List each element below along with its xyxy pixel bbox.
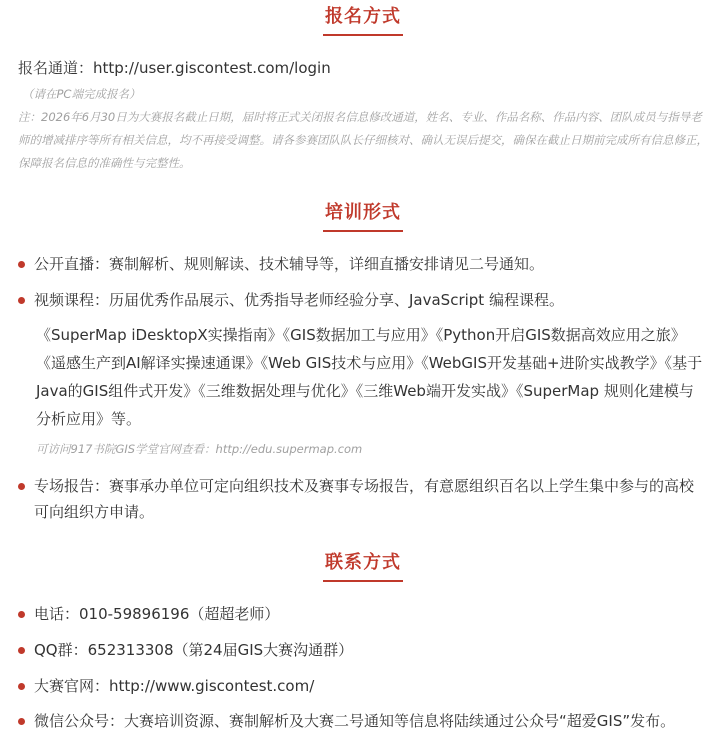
training-live-text: 公开直播：赛制解析、规则解读、技术辅导等，详细直播安排请见二号通知。 [34, 255, 545, 273]
bullet-dot-icon [18, 683, 25, 690]
contact-heading: 联系方式 [323, 552, 403, 582]
list-item-video [18, 287, 708, 313]
bullet-dot-icon [18, 647, 25, 654]
contact-phone-text: 电话：010-59896196（超超老师） [34, 605, 280, 623]
contact-qq-text: QQ群：652313308（第24届GIS大赛沟通群） [34, 641, 354, 659]
registration-heading: 报名方式 [323, 6, 403, 36]
list-item-qq [18, 637, 708, 663]
bullet-dot-icon [18, 261, 25, 268]
bullet-dot-icon [18, 297, 25, 304]
section-title-training [0, 202, 726, 232]
list-item-report [18, 473, 708, 525]
training-video-text: 视频课程：历届优秀作品展示、优秀指导老师经验分享、JavaScript 编程课程。 [34, 291, 564, 309]
training-visit-note: 可访问917书院GIS学堂官网查看：http://edu.supermap.com [36, 442, 363, 456]
section-title-contact [0, 552, 726, 582]
training-heading: 培训形式 [323, 202, 403, 232]
registration-pc-hint: （请在PC端完成报名） [22, 87, 141, 101]
bullet-dot-icon [18, 611, 25, 618]
section-title-registration [0, 6, 726, 36]
training-report-text: 专场报告：赛事承办单位可定向组织技术及赛事专场报告，有意愿组织百名以上学生集中参与的高校可向组织方申请。 [34, 477, 695, 521]
registration-channel: 报名通道：http://user.giscontest.com/login [18, 59, 331, 77]
contact-wechat-text: 微信公众号：大赛培训资源、赛制解析及大赛二号通知等信息将陆续通过公众号“超爱GIS”发布。 [34, 712, 676, 730]
list-item-wechat [18, 708, 708, 734]
bullet-dot-icon [18, 483, 25, 490]
bullet-dot-icon [18, 718, 25, 725]
list-item-phone [18, 601, 708, 627]
training-course-list: 《SuperMap iDesktopX实操指南》《GIS数据加工与应用》《Python开启GIS数据高效应用之旅》《遥感生产到AI解译实操速通课》《Web GIS技术与应用》《WebGIS开发基础+进阶实战教学》《基于Java的GIS组件式开发》《三维数据处理与优化》《三维Web端开发实战》《SuperMap 规则化建模与分析应用》等。 [36, 326, 703, 428]
contact-website-text: 大赛官网：http://www.giscontest.com/ [34, 677, 315, 695]
list-item-website [18, 673, 708, 699]
registration-note: 注：2026年6月30日为大赛报名截止日期，届时将正式关闭报名信息修改通道，姓名、专业、作品名称、作品内容、团队成员与指导老师的增减排序等所有相关信息，均不再接受调整。请各参赛团队队长仔细核对、确认无误后提交，确保在截止日期前完成所有信息修正，保障报名信息的准确性与完整性。 [18, 110, 708, 170]
list-item-live [18, 251, 708, 277]
